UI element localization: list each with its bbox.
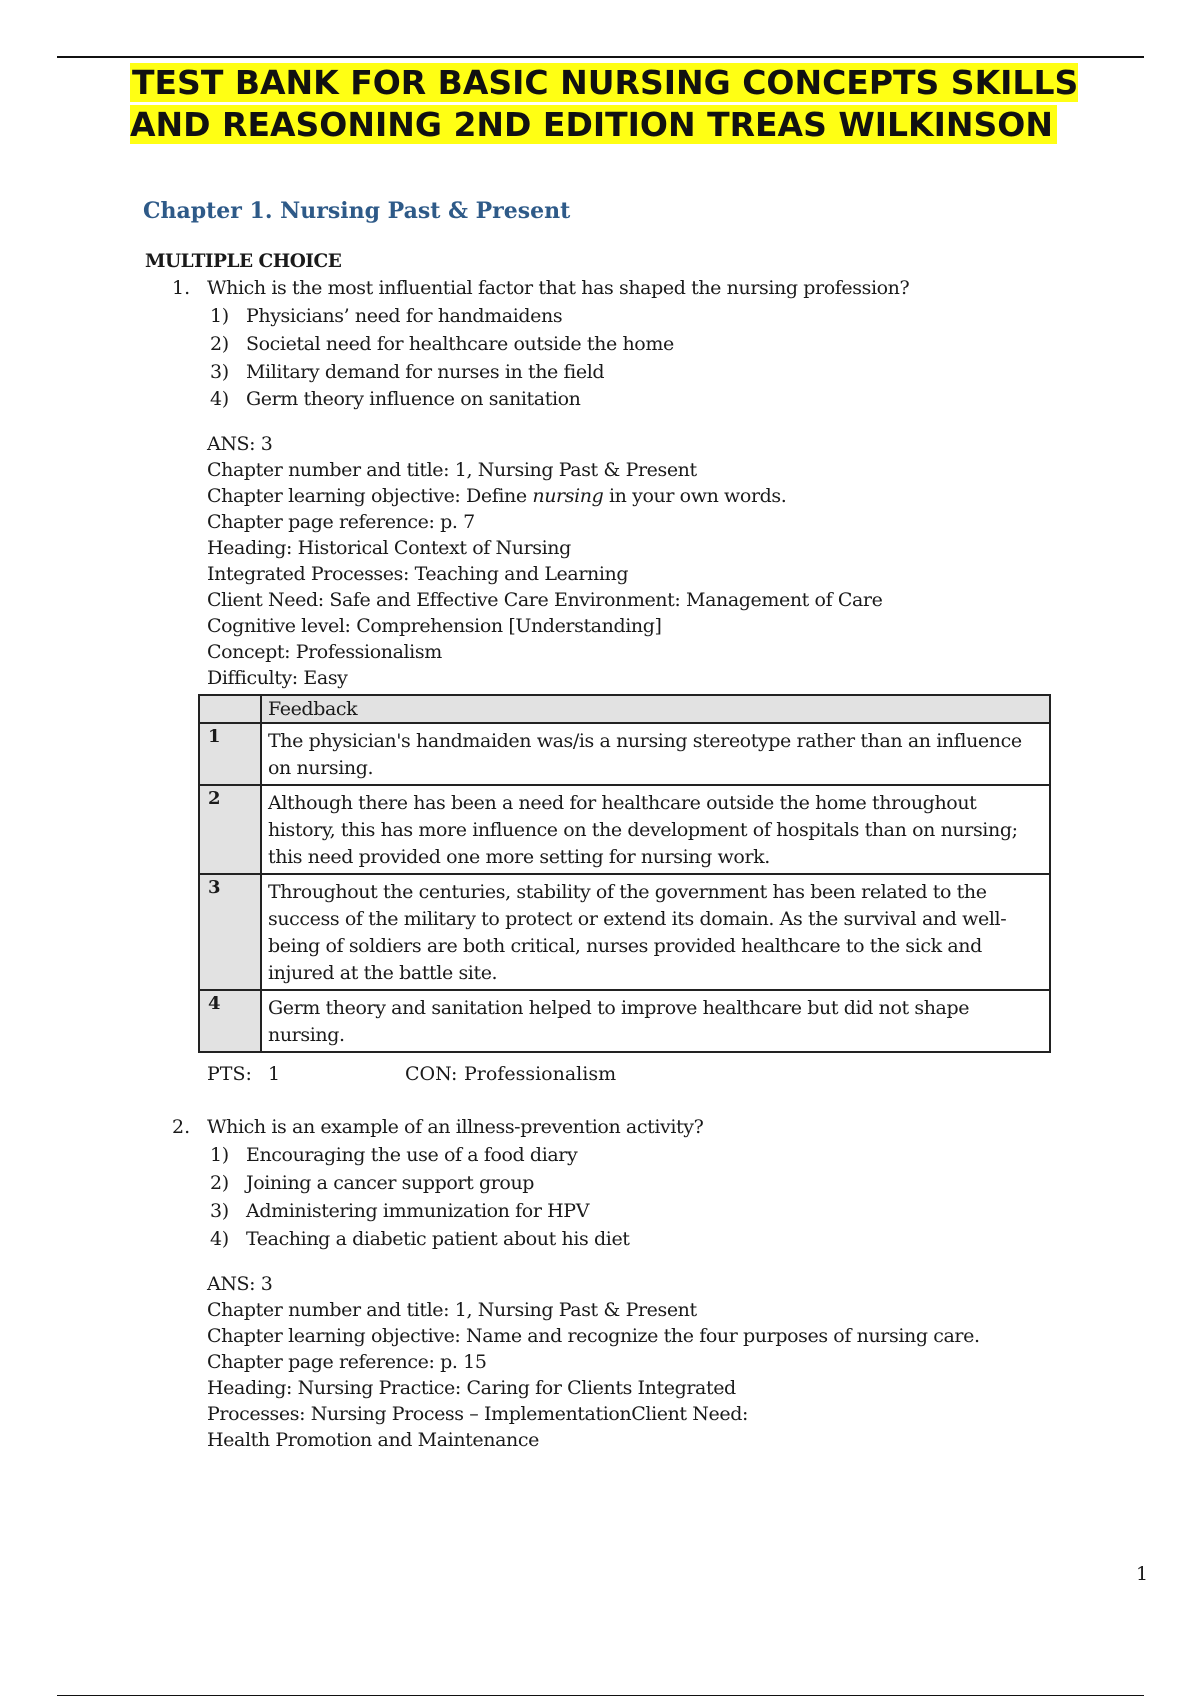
q2-metadata — [207, 1271, 980, 1453]
title-highlight: TEST BANK FOR BASIC NURSING CONCEPTS SKILLS AND REASONING 2ND EDITION TREAS WILKINSON — [130, 63, 1079, 144]
page-reference: Chapter page reference: p. 15 — [207, 1351, 487, 1373]
option-number: 4) — [210, 1228, 229, 1250]
top-rule — [57, 56, 1144, 58]
objective-emphasis: nursing — [532, 485, 604, 507]
question-number: 2. — [172, 1116, 191, 1138]
chapter-heading: Chapter 1. Nursing Past & Present — [143, 198, 571, 224]
feedback-text: Although there has been a need for healthcare outside the home throughout history, this has more influence on the development of hospitals than on nursing; this need provided one more setting for nursing work. — [261, 785, 1050, 874]
feedback-number: 3 — [199, 874, 261, 990]
option-text: Military demand for nurses in the field — [246, 361, 605, 383]
bottom-rule — [57, 1695, 1144, 1696]
option-number: 1) — [210, 305, 229, 327]
option-text: Administering immunization for HPV — [246, 1200, 590, 1222]
feedback-number: 2 — [199, 785, 261, 874]
feedback-row — [199, 874, 1050, 990]
question-stem: Which is the most influential factor that has shaped the nursing profession? — [207, 277, 910, 299]
feedback-row — [199, 990, 1050, 1052]
chapter-number-title: Chapter number and title: 1, Nursing Past & Present — [207, 459, 697, 481]
answer: ANS: 3 — [207, 1273, 273, 1295]
option-number: 3) — [210, 1200, 229, 1222]
heading: Heading: Nursing Practice: Caring for Clients Integrated — [207, 1377, 736, 1399]
document-title — [130, 62, 1110, 146]
integrated-processes: Processes: Nursing Process – ImplementationClient Need: — [207, 1403, 748, 1425]
feedback-header: Feedback — [261, 695, 1050, 723]
option-number: 2) — [210, 333, 229, 355]
q1-metadata — [207, 431, 882, 691]
concept: Concept: Professionalism — [207, 641, 442, 663]
option-number: 2) — [210, 1172, 229, 1194]
learning-objective — [207, 483, 882, 509]
feedback-header-row — [199, 695, 1050, 723]
client-need: Client Need: Safe and Effective Care Environment: Management of Care — [207, 589, 883, 611]
feedback-number: 1 — [199, 723, 261, 785]
chapter-number-title: Chapter number and title: 1, Nursing Past & Present — [207, 1299, 697, 1321]
option-number: 3) — [210, 361, 229, 383]
feedback-header-blank — [199, 695, 261, 723]
pts-value: 1 — [268, 1063, 281, 1085]
pts-label: PTS: — [207, 1063, 252, 1085]
feedback-row — [199, 723, 1050, 785]
section-heading: MULTIPLE CHOICE — [145, 251, 342, 272]
feedback-row — [199, 785, 1050, 874]
feedback-table — [198, 694, 1051, 1053]
heading: Heading: Historical Context of Nursing — [207, 537, 571, 559]
option-number: 4) — [210, 388, 229, 410]
option-text: Joining a cancer support group — [246, 1172, 535, 1194]
option-text: Germ theory influence on sanitation — [246, 388, 581, 410]
option-text: Teaching a diabetic patient about his diet — [246, 1228, 630, 1250]
option-text: Encouraging the use of a food diary — [246, 1144, 578, 1166]
difficulty: Difficulty: Easy — [207, 667, 348, 689]
feedback-text: Throughout the centuries, stability of the government has been related to the success of the military to protect or extend its domain. As the survival and well-being of soldiers are both critical, nurses provided healthcare to the sick and injured at the battle site. — [261, 874, 1050, 990]
page-number: 1 — [1136, 1563, 1149, 1585]
feedback-number: 4 — [199, 990, 261, 1052]
question-stem: Which is an example of an illness-prevention activity? — [207, 1116, 704, 1138]
con-label: CON: — [405, 1063, 458, 1085]
option-number: 1) — [210, 1144, 229, 1166]
option-text: Physicians’ need for handmaidens — [246, 305, 563, 327]
feedback-text: The physician's handmaiden was/is a nursing stereotype rather than an influence on nursing. — [261, 723, 1050, 785]
objective-suffix: in your own words. — [603, 485, 787, 507]
feedback-text: Germ theory and sanitation helped to improve healthcare but did not shape nursing. — [261, 990, 1050, 1052]
objective-prefix: Chapter learning objective: Define — [207, 485, 533, 507]
question-number: 1. — [172, 277, 191, 299]
learning-objective: Chapter learning objective: Name and recognize the four purposes of nursing care. — [207, 1325, 980, 1347]
page-reference: Chapter page reference: p. 7 — [207, 511, 475, 533]
integrated-processes: Integrated Processes: Teaching and Learning — [207, 563, 629, 585]
con-value: Professionalism — [464, 1063, 617, 1085]
cognitive-level: Cognitive level: Comprehension [Understanding] — [207, 615, 662, 637]
answer: ANS: 3 — [207, 433, 273, 455]
client-need: Health Promotion and Maintenance — [207, 1429, 539, 1451]
option-text: Societal need for healthcare outside the home — [246, 333, 674, 355]
